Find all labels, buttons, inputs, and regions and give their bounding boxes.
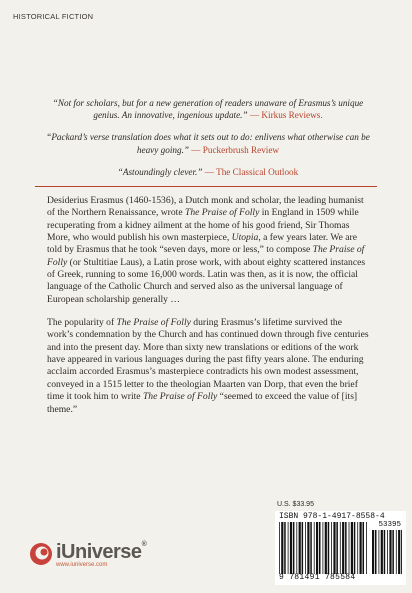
barcode-digits: 9 781491 785584 [279,573,356,582]
quote-text: “Astoundingly clever.” [117,166,203,177]
quote-source: Puckerbrush Review [202,144,280,155]
genre-label: HISTORICAL FICTION [13,12,94,21]
text-run: The popularity of [47,317,117,329]
price-code: 53395 [378,521,401,529]
barcode [279,522,367,574]
book-title: The Praise of Folly [116,317,191,329]
quote-dash: — [202,166,217,177]
divider-rule [35,186,377,187]
review-quote [46,166,370,178]
quote-text: “Packard’s verse translation does what it sets out to do: enlivens what otherwise can be heavy going.” [46,132,370,155]
price-label: U.S. $33.95 [277,501,314,508]
price-barcode [372,530,402,574]
book-title: The Praise of Folly [185,207,260,219]
publisher-logo [28,541,168,573]
book-title: The Praise of Folly [142,391,218,403]
review-quote [46,131,370,155]
text-run: (or Stultitiae Laus), a Latin prose work, with about eighty scattered instances of Greek, running to some 16,000 words. Latin was then, as it is now, the official language of the Catholic Church and served also as the universal language of European scholarship generally … [47,256,366,305]
quote-dash: — [247,110,262,121]
book-title: Utopia [231,232,259,244]
publisher-url: www.iuniverse.com [56,562,108,568]
quote-source: Kirkus Reviews. [261,110,323,121]
text-run: during Erasmus’s lifetime survived the work’s condemnation by the Church and has continued down through five centuries and into the present day. More than sixty new translations or editions of the work have appeared in various languages during the past fifty years alone. The enduring acclaim accorded Erasmus’s masterpiece contradicts his own modest assessment, conveyed in a 1515 letter to the theologian Maarten van Dorp, that even the brief time it took him to write [47,317,369,403]
text-run: Desiderius Erasmus (1460-1536), a Dutch monk and scholar, the leading humanist of the Northern Renaissance, wrote [47,195,364,219]
synopsis [47,195,369,427]
quote-text: “Not for scholars, but for a new generation of readers unaware of Erasmus’s unique genius. An innovative, ingenious update.” [52,98,364,121]
text-run: , a few years later. We are told by Erasmus that he took “seven days, more or less,” to compose [47,232,357,256]
quote-dash: — [188,144,203,155]
isbn-number: ISBN 978-1-4917-8558-4 [279,512,385,521]
quote-source: The Classical Outlook [216,166,299,177]
synopsis-paragraph [47,195,369,306]
publisher-swirl-icon [28,541,54,567]
synopsis-paragraph [47,317,369,416]
text-run: in England in 1509 while recuperating from a kidney ailment at the home of his good friend, Sir Thomas More, who would publish his own masterpiece, [47,207,359,244]
review-quotes [46,97,370,188]
publisher-name: iUniverse® [56,541,147,563]
text-run: “seemed to exceed the value of [its] theme.” [47,391,358,415]
review-quote [46,97,370,121]
barcode-panel [275,511,406,585]
book-title: The Praise of Folly [47,244,365,268]
